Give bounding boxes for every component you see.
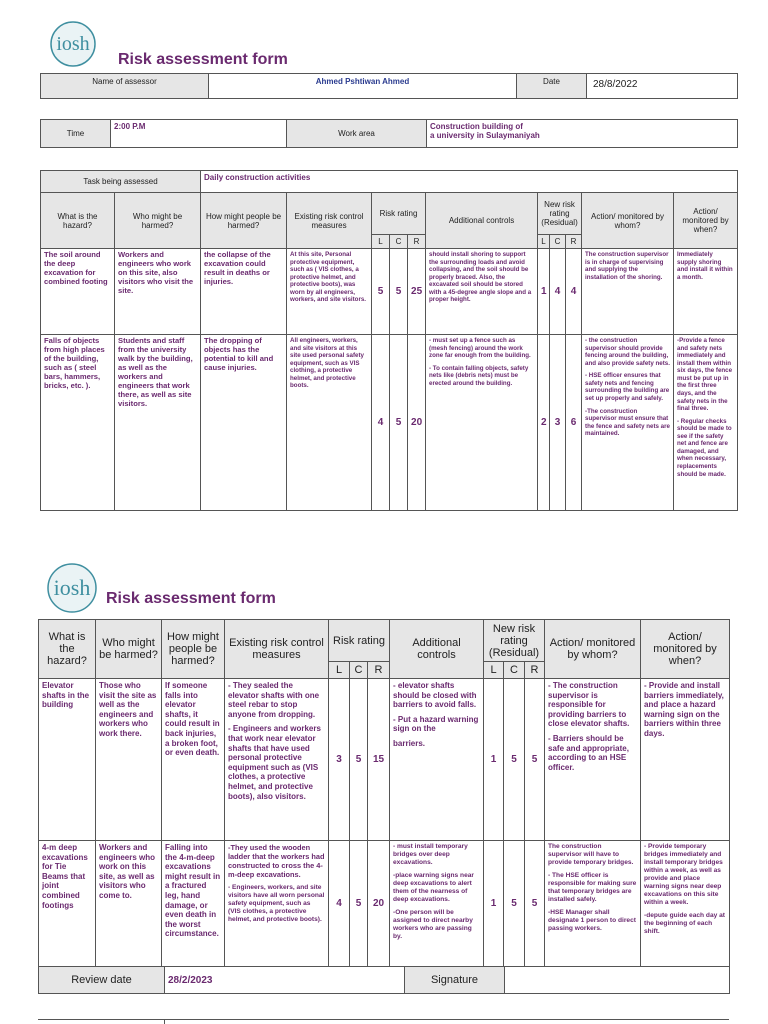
how-cell: Falling into the 4-m-deep excavations might result in a fractured leg, hand damage, or even death in the worst circumstance. (162, 841, 225, 967)
risk-c: 5 (390, 335, 408, 511)
action-who-text: - HSE officer ensures that safety nets and fencing surrounding the building are set up properly and safely. (585, 372, 670, 402)
col-c: C (390, 235, 408, 249)
action-who-text: -The construction supervisor must ensure that the fence and safety nets are maintained. (585, 407, 670, 438)
col-new-r: R (566, 235, 582, 249)
existing-text: All engineers, workers, and site visitors at this site used personal safety equipment, such as VIS clothing, a protective helmet, and protective boots. (290, 337, 364, 390)
task-label: Task being assessed (41, 171, 201, 193)
new-risk-c: 4 (550, 249, 566, 335)
time-table (40, 119, 738, 148)
col-new-risk: New risk rating (Residual) (484, 620, 545, 662)
col-new-l: L (538, 235, 550, 249)
additional-cell (390, 679, 484, 841)
new-risk-l: 1 (538, 249, 550, 335)
col-l: L (329, 662, 350, 679)
col-action-when: Action/ monitored by when? (641, 620, 730, 679)
col-new-c: C (504, 662, 525, 679)
action-when-cell (641, 679, 730, 841)
action-when-text: - Provide temporary bridges immediately and install temporary bridges within a week, as well as provide and place warning signs near deep excavations on this site within a week. (644, 843, 723, 907)
additional-cell (390, 841, 484, 967)
form-title: Risk assessment form (118, 51, 288, 68)
col-new-l: L (484, 662, 504, 679)
col-existing: Existing risk control measures (225, 620, 329, 679)
page-bottom-rule (38, 1019, 729, 1020)
action-when-text: -depute guide each day at the beginning of each shift. (644, 912, 725, 936)
action-who-text: - The construction supervisor is responsible for providing barriers to close elevator shafts. (548, 681, 630, 729)
table-row (41, 335, 738, 511)
signature-field[interactable] (505, 967, 730, 994)
col-action-who: Action/ monitored by whom? (545, 620, 641, 679)
new-risk-r: 5 (525, 841, 545, 967)
existing-text: At this site, Personal protective equipment, such as ( VIS clothes, a protective helmet, and protective boots), was worn by all engineers, workers, and site visitors. (290, 251, 367, 304)
risk-l: 3 (329, 679, 350, 841)
time-label: Time (41, 120, 111, 148)
hazard-cell: The soil around the deep excavation for combined footing (41, 249, 115, 335)
new-risk-c: 5 (504, 679, 525, 841)
who-cell: Those who visit the site as well as the engineers and workers who work there. (96, 679, 162, 841)
risk-l: 4 (372, 335, 390, 511)
additional-text: - must set up a fence such as (mesh fencing) around the work zone far enough from the building. (429, 337, 531, 360)
action-when-cell (674, 335, 738, 511)
action-when-text: - Provide and install barriers immediately, and place a hazard warning sign on the barriers within three days. (644, 681, 724, 738)
table-row (39, 679, 730, 841)
action-who-cell (582, 249, 674, 335)
col-action-when: Action/ monitored by when? (674, 193, 738, 249)
hazard-cell: Elevator shafts in the building (39, 679, 96, 841)
who-cell: Students and staff from the university walk by the building, as well as the workers and engineers that work there, as well as site visitors. (115, 335, 201, 511)
existing-text: - Engineers, workers, and site visitors have all worn personal safety equipment, such as (VIS clothes, a protective helmet, and protective boots). (228, 884, 325, 924)
action-when-text: Immediately supply shoring and install it within a month. (677, 251, 733, 281)
table-row (39, 841, 730, 967)
date-label: Date (517, 74, 587, 99)
risk-c: 5 (350, 841, 368, 967)
existing-cell (225, 679, 329, 841)
risk-r: 20 (368, 841, 390, 967)
assessor-name: Ahmed Pshtiwan Ahmed (209, 74, 517, 99)
new-risk-r: 4 (566, 249, 582, 335)
col-r: R (408, 235, 426, 249)
review-table (38, 966, 730, 994)
assessor-label: Name of assessor (41, 74, 209, 99)
action-who-cell (582, 335, 674, 511)
col-who: Who might be harmed? (96, 620, 162, 679)
new-risk-l: 1 (484, 679, 504, 841)
action-who-cell (545, 679, 641, 841)
assessor-table (40, 73, 738, 99)
risk-r: 20 (408, 335, 426, 511)
action-who-text: - Barriers should be safe and appropriate, according to an HSE officer. (548, 733, 629, 772)
new-risk-r: 5 (525, 679, 545, 841)
existing-text: - Engineers and workers that work near elevator shafts that have used personal protective equipment such as (VIS clothes, a protective helmet, and protective boots), also visitors. (228, 724, 321, 801)
risk-c: 5 (390, 249, 408, 335)
col-how: How might people be harmed? (162, 620, 225, 679)
new-risk-l: 2 (538, 335, 550, 511)
col-how: How might people be harmed? (201, 193, 287, 249)
col-hazard: What is the hazard? (39, 620, 96, 679)
existing-cell (287, 249, 372, 335)
col-r: R (368, 662, 390, 679)
existing-cell (287, 335, 372, 511)
table-row (41, 249, 738, 335)
col-risk-rating: Risk rating (372, 193, 426, 235)
col-who: Who might be harmed? (115, 193, 201, 249)
review-date-label: Review date (39, 967, 165, 994)
action-who-cell (545, 841, 641, 967)
task-value: Daily construction activities (201, 171, 738, 193)
how-cell: The dropping of objects has the potential to kill and cause injuries. (201, 335, 287, 511)
col-additional: Additional controls (426, 193, 538, 249)
col-risk-rating: Risk rating (329, 620, 390, 662)
additional-text: -place warning signs near deep excavations to alert them of the nearness of deep excavations. (393, 872, 474, 904)
signature-label: Signature (405, 967, 505, 994)
new-risk-l: 1 (484, 841, 504, 967)
action-who-text: - the construction supervisor should provide fencing around the building, and also provide safety nets. (585, 337, 670, 367)
time-value: 2:00 P.M (111, 120, 287, 148)
additional-text: should install shoring to support the surrounding loads and avoid collapsing, and the soil should be properly braced. Also, the excavated soil should be stored with a 45-degree angle slope and a proper height. (429, 251, 532, 304)
who-cell: Workers and engineers who work on this site, also visitors who visit the site. (115, 249, 201, 335)
page-bottom-rule-tick (164, 1019, 165, 1024)
additional-text: -One person will be assigned to direct nearby workers who are passing by. (393, 909, 473, 941)
additional-text: - To contain falling objects, safety nets like (debris nets) must be erected around the building. (429, 364, 529, 387)
existing-cell (225, 841, 329, 967)
col-existing: Existing risk control measures (287, 193, 372, 249)
risk-c: 5 (350, 679, 368, 841)
col-c: C (350, 662, 368, 679)
additional-text: barriers. (393, 738, 426, 748)
risk-r: 15 (368, 679, 390, 841)
col-l: L (372, 235, 390, 249)
action-who-text: -HSE Manager shall designate 1 person to direct passing workers. (548, 909, 636, 933)
additional-cell (426, 335, 538, 511)
additional-cell (426, 249, 538, 335)
risk-r: 25 (408, 249, 426, 335)
how-cell: the collapse of the excavation could result in deaths or injuries. (201, 249, 287, 335)
new-risk-r: 6 (566, 335, 582, 511)
risk-l: 4 (329, 841, 350, 967)
risk-table-2 (38, 619, 730, 967)
new-risk-c: 5 (504, 841, 525, 967)
col-new-c: C (550, 235, 566, 249)
additional-text: - Put a hazard warning sign on the (393, 714, 479, 734)
new-risk-c: 3 (550, 335, 566, 511)
existing-text: -They used the wooden ladder that the workers had constructed to cross the 4-m-deep excavations. (228, 843, 325, 880)
col-new-risk: New risk rating (Residual) (538, 193, 582, 235)
action-who-text: - The HSE officer is responsible for making sure that temporary bridges are installed safely. (548, 872, 637, 904)
logo-text: iosh (53, 575, 91, 600)
action-when-cell (641, 841, 730, 967)
form-title: Risk assessment form (106, 590, 276, 607)
action-who-text: The construction supervisor will have to provide temporary bridges. (548, 843, 634, 867)
additional-text: - elevator shafts should be closed with barriers to avoid falls. (393, 681, 477, 710)
action-who-text: The construction supervisor is in charge of supervising and supplying the installation of the shoring. (585, 251, 669, 281)
col-action-who: Action/ monitored by whom? (582, 193, 674, 249)
col-hazard: What is the hazard? (41, 193, 115, 249)
col-new-r: R (525, 662, 545, 679)
iosh-logo (42, 562, 102, 614)
risk-l: 5 (372, 249, 390, 335)
additional-text: - must install temporary bridges over deep excavations. (393, 843, 468, 867)
hazard-cell: Falls of objects from high places of the building, such as ( steel bars, hammers, bricks, etc. ). (41, 335, 115, 511)
logo-text: iosh (56, 33, 90, 55)
iosh-logo (44, 20, 102, 68)
col-additional: Additional controls (390, 620, 484, 679)
existing-text: - They sealed the elevator shafts with one steel rebar to stop anyone from dropping. (228, 681, 320, 719)
who-cell: Workers and engineers who work on this site, as well as visitors who come to. (96, 841, 162, 967)
hazard-cell: 4-m deep excavations for Tie Beams that joint combined footings (39, 841, 96, 967)
work-area-label: Work area (287, 120, 427, 148)
work-area-value: Construction building of a university in Sulaymaniyah (427, 120, 738, 148)
risk-table-1 (40, 170, 738, 511)
action-when-text: -Provide a fence and safety nets immediately and install them within six days, the fence must be put up in the first three days, and the safety nets in the final three. (677, 337, 733, 413)
date-value: 28/8/2022 (587, 74, 738, 99)
action-when-cell (674, 249, 738, 335)
action-when-text: - Regular checks should be made to see if the safety net and fence are damaged, and when necessary, replacements should be made. (677, 417, 732, 478)
how-cell: If someone falls into elevator shafts, it could result in back injuries, a broken foot, or even death. (162, 679, 225, 841)
review-date-value: 28/2/2023 (165, 967, 405, 994)
